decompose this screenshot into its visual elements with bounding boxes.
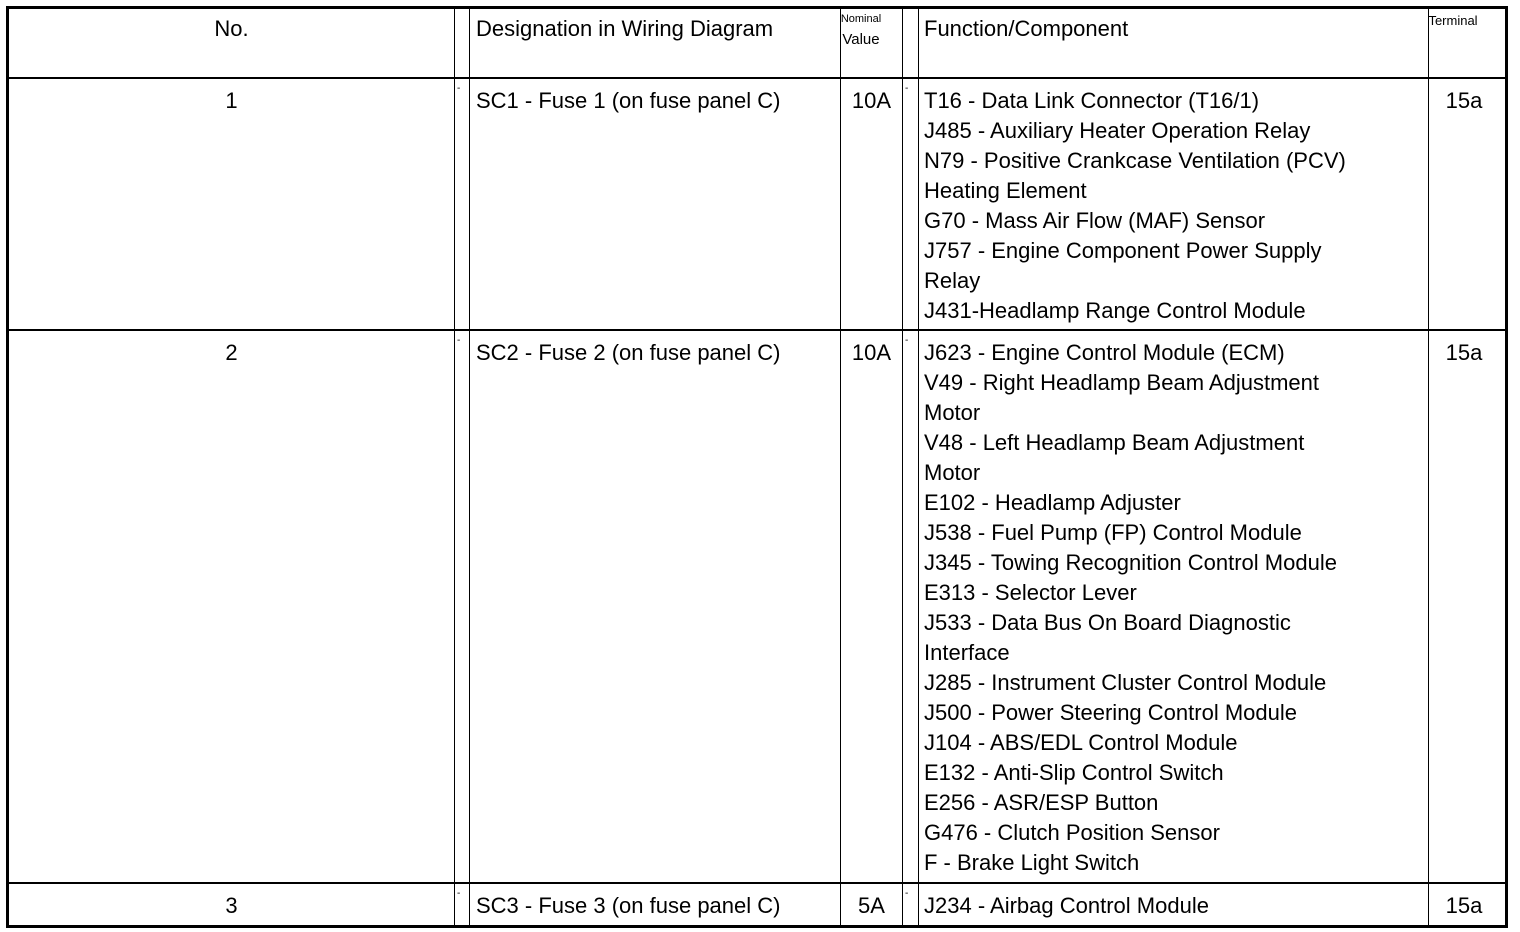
row-2-no: 2 [225, 340, 238, 365]
column-divider [454, 8, 455, 926]
component-line: J104 - ABS/EDL Control Module [924, 730, 1238, 755]
component-line: F - Brake Light Switch [924, 850, 1140, 875]
component-line: N79 - Positive Crankcase Ventilation (PCV) [924, 148, 1346, 173]
row-divider [8, 882, 1506, 884]
row-divider [8, 329, 1506, 331]
component-line: Motor [924, 460, 981, 485]
row-2-tick-mark: - [905, 335, 909, 346]
header-nominal-line2: Value [842, 31, 880, 48]
row-1-components [924, 86, 1346, 326]
component-line: J623 - Engine Control Module (ECM) [924, 340, 1285, 365]
row-1-tick-mark: - [905, 83, 909, 94]
component-line: J431-Headlamp Range Control Module [924, 298, 1306, 323]
header-nominal-line1: Nominal [840, 13, 882, 25]
component-line: E313 - Selector Lever [924, 580, 1137, 605]
row-2-nominal: 10A [851, 340, 892, 365]
component-line: Interface [924, 640, 1010, 665]
row-3-tick-mark: - [457, 888, 461, 899]
row-2-tick-mark: - [457, 335, 461, 346]
column-divider [902, 8, 903, 926]
row-1-nominal: 10A [851, 88, 892, 113]
row-3-nominal: 5A [858, 893, 885, 918]
component-line: E256 - ASR/ESP Button [924, 790, 1159, 815]
row-1-designation: SC1 - Fuse 1 (on fuse panel C) [476, 88, 781, 113]
component-line: J500 - Power Steering Control Module [924, 700, 1297, 725]
component-line: E132 - Anti-Slip Control Switch [924, 760, 1224, 785]
component-line: V48 - Left Headlamp Beam Adjustment [924, 430, 1305, 455]
header-function: Function/Component [924, 16, 1129, 41]
component-line: J345 - Towing Recognition Control Module [924, 550, 1337, 575]
component-line: G70 - Mass Air Flow (MAF) Sensor [924, 208, 1266, 233]
row-1-no: 1 [225, 88, 238, 113]
header-terminal: Terminal [1428, 13, 1478, 28]
row-3-no: 3 [225, 893, 238, 918]
column-divider [918, 8, 919, 926]
column-divider [840, 8, 841, 926]
row-3-components [924, 891, 1209, 921]
row-3-designation: SC3 - Fuse 3 (on fuse panel C) [476, 893, 781, 918]
row-2-components [924, 338, 1337, 878]
component-line: Motor [924, 400, 981, 425]
component-line: Relay [924, 268, 981, 293]
header-divider [8, 77, 1506, 79]
column-divider [469, 8, 470, 926]
component-line: J538 - Fuel Pump (FP) Control Module [924, 520, 1302, 545]
header-no: No. [214, 16, 249, 41]
row-1-tick-mark: - [457, 83, 461, 94]
row-3-terminal: 15a [1445, 893, 1483, 918]
component-line: T16 - Data Link Connector (T16/1) [924, 88, 1260, 113]
component-line: G476 - Clutch Position Sensor [924, 820, 1220, 845]
row-3-tick-mark: - [905, 888, 909, 899]
row-2-terminal: 15a [1445, 340, 1483, 365]
component-line: E102 - Headlamp Adjuster [924, 490, 1181, 515]
row-2-designation: SC2 - Fuse 2 (on fuse panel C) [476, 340, 781, 365]
column-divider [1428, 8, 1429, 926]
component-line: J757 - Engine Component Power Supply [924, 238, 1322, 263]
component-line: J485 - Auxiliary Heater Operation Relay [924, 118, 1311, 143]
component-line: Heating Element [924, 178, 1087, 203]
component-line: J234 - Airbag Control Module [924, 893, 1209, 918]
component-line: J533 - Data Bus On Board Diagnostic [924, 610, 1291, 635]
row-1-terminal: 15a [1445, 88, 1483, 113]
header-designation: Designation in Wiring Diagram [476, 16, 774, 41]
component-line: J285 - Instrument Cluster Control Module [924, 670, 1327, 695]
component-line: V49 - Right Headlamp Beam Adjustment [924, 370, 1319, 395]
